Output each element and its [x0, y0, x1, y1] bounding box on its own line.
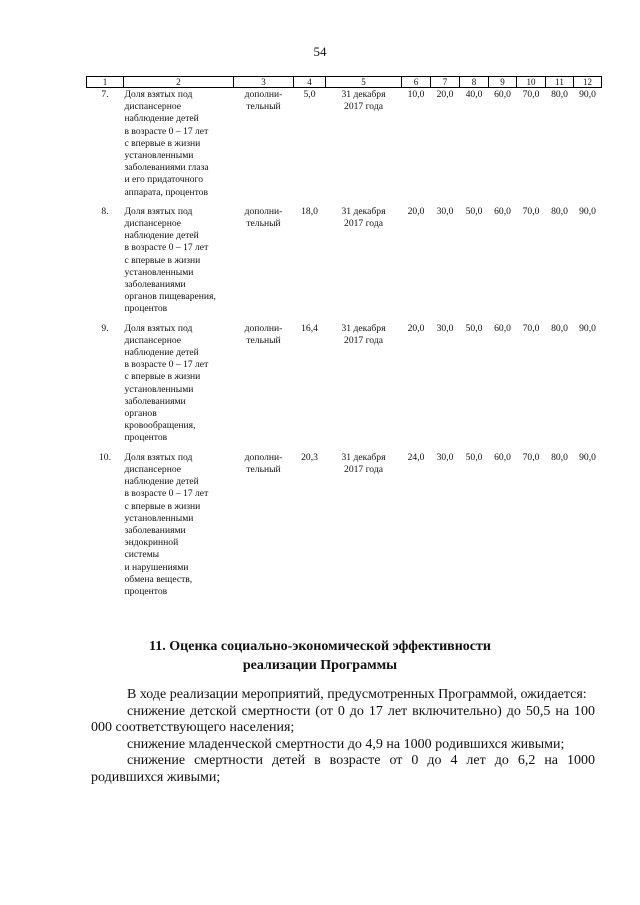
column-header: 4	[294, 77, 326, 88]
base-date-cell-line: 31 декабря	[341, 322, 386, 334]
base-value-cell-line: 5,0	[303, 89, 316, 100]
indicators-table	[86, 76, 602, 598]
indicator-name-cell-line: Доля взятых под	[124, 89, 193, 100]
indicator-name-cell-line: диспансерное	[124, 334, 182, 346]
indicator-type-cell-line: дополни-	[244, 205, 283, 217]
base-date-cell-line: 2017 года	[344, 463, 383, 475]
indicator-name-cell	[124, 322, 234, 451]
indicator-type-cell-line: дополни-	[244, 89, 283, 100]
year-value-cell-line: 80,0	[551, 205, 568, 217]
year-value-cell-line: 60,0	[494, 322, 511, 334]
year-value-cell-line: 50,0	[465, 451, 483, 463]
base-date-cell	[326, 451, 402, 598]
year-value-cell-line: 70,0	[522, 205, 540, 217]
year-value-cell-line: 90,0	[579, 322, 596, 334]
year-value-cell	[574, 205, 602, 322]
year-value-cell-line: 90,0	[579, 205, 596, 217]
indicator-name-cell-line: диспансерное	[124, 218, 182, 230]
year-value-cell-line: 50,0	[465, 322, 483, 334]
year-value-cell-line: 60,0	[494, 205, 511, 217]
base-date-cell	[326, 322, 402, 451]
indicator-name-cell-line: наблюдение детей	[124, 230, 199, 242]
indicator-name-cell-line: обмена веществ,	[124, 573, 193, 585]
year-value-cell-line: 80,0	[551, 451, 568, 463]
year-value-cell-line: 24,0	[407, 451, 425, 463]
indicator-name-cell-line: с впервые в жизни	[124, 254, 201, 266]
year-value-cell	[460, 322, 489, 451]
base-value-cell-line: 16,4	[301, 322, 318, 334]
indicator-name-cell-line: наблюдение детей	[124, 113, 199, 125]
indicator-name-cell-line: системы	[124, 549, 160, 561]
year-value-cell-line: 20,0	[436, 89, 454, 100]
base-date-cell-line: 31 декабря	[341, 89, 386, 100]
indicator-name-cell-line: наблюдение детей	[124, 476, 199, 488]
year-value-cell	[431, 88, 460, 205]
column-header: 2	[124, 77, 234, 88]
indicator-name-cell-line: с впервые в жизни	[124, 500, 201, 512]
table-row	[87, 88, 602, 205]
year-value-cell-line: 10,0	[407, 89, 425, 100]
indicator-name-cell-line: аппарата, процентов	[124, 186, 208, 198]
indicator-name-cell-line: установленными	[124, 383, 194, 395]
year-value-cell	[489, 322, 517, 451]
indicator-name-cell-line: диспансерное	[124, 463, 182, 475]
row-number-cell	[87, 322, 124, 451]
year-value-cell	[431, 322, 460, 451]
column-header: 11	[546, 77, 574, 88]
year-value-cell	[517, 451, 546, 598]
year-value-cell-line: 90,0	[579, 451, 596, 463]
paragraph: снижение младенческой смертности до 4,9 на 1000 родившихся живыми;	[127, 736, 565, 752]
year-value-cell	[574, 451, 602, 598]
indicator-name-cell-line: Доля взятых под	[124, 322, 193, 334]
indicator-name-cell-line: Доля взятых под	[124, 451, 193, 463]
row-number-cell	[87, 451, 124, 598]
year-value-cell-line: 40,0	[465, 89, 483, 100]
indicator-name-cell-line: и нарушениями	[124, 561, 189, 573]
year-value-cell	[546, 322, 574, 451]
indicator-type-cell-line: тельный	[246, 463, 281, 475]
year-value-cell	[574, 88, 602, 205]
indicator-name-cell	[124, 88, 234, 205]
table-header-row	[87, 77, 602, 88]
column-header: 5	[326, 77, 402, 88]
indicator-name-cell-line: наблюдение детей	[124, 347, 199, 359]
indicator-name-cell-line: в возрасте 0 – 17 лет	[124, 125, 209, 137]
column-header: 8	[460, 77, 489, 88]
year-value-cell	[489, 88, 517, 205]
indicator-name-cell-line: и его придаточного	[124, 174, 204, 186]
row-number-cell-line: 10.	[99, 451, 111, 463]
paragraph: снижение смертности детей в возрасте от 0 до 4 лет до 6,2 на 1000 родившихся живыми;	[91, 753, 595, 785]
year-value-cell-line: 70,0	[522, 89, 540, 100]
year-value-cell-line: 90,0	[579, 89, 596, 100]
indicator-name-cell-line: Доля взятых под	[124, 205, 193, 217]
year-value-cell-line: 20,0	[407, 205, 425, 217]
indicator-name-cell-line: заболеваниями	[124, 279, 186, 291]
indicator-name-cell-line: диспансерное	[124, 101, 182, 113]
indicator-name-cell-line: заболеваниями	[124, 395, 186, 407]
year-value-cell	[402, 205, 431, 322]
row-number-cell-line: 7.	[101, 89, 109, 100]
base-value-cell	[294, 322, 326, 451]
paragraph: В ходе реализации мероприятий, предусмотренных Программой, ожидается:	[127, 687, 587, 702]
body-text	[91, 687, 595, 787]
column-header: 6	[402, 77, 431, 88]
section-title-line: реализации Программы	[242, 658, 398, 673]
indicator-type-cell-line: тельный	[246, 218, 281, 230]
year-value-cell-line: 30,0	[436, 451, 454, 463]
base-date-cell-line: 2017 года	[344, 101, 383, 113]
base-date-cell-line: 2017 года	[344, 218, 383, 230]
table-row	[87, 205, 602, 322]
column-header: 7	[431, 77, 460, 88]
table-row	[87, 322, 602, 451]
year-value-cell	[517, 205, 546, 322]
year-value-cell	[546, 205, 574, 322]
indicator-type-cell	[234, 205, 294, 322]
indicator-name-cell	[124, 451, 234, 598]
year-value-cell	[574, 322, 602, 451]
year-value-cell-line: 80,0	[551, 322, 568, 334]
base-date-cell-line: 31 декабря	[341, 205, 386, 217]
indicator-name-cell-line: с впервые в жизни	[124, 137, 201, 149]
column-header: 3	[234, 77, 294, 88]
year-value-cell	[546, 88, 574, 205]
row-number-cell	[87, 88, 124, 205]
year-value-cell-line: 30,0	[436, 205, 454, 217]
row-number-cell-line: 9.	[101, 322, 109, 334]
row-number-cell	[87, 205, 124, 322]
base-value-cell	[294, 205, 326, 322]
base-date-cell	[326, 205, 402, 322]
indicator-name-cell-line: заболеваниями	[124, 524, 186, 536]
column-header: 9	[489, 77, 517, 88]
indicator-type-cell-line: дополни-	[244, 322, 283, 334]
year-value-cell	[517, 322, 546, 451]
indicator-type-cell-line: тельный	[246, 334, 281, 346]
year-value-cell-line: 30,0	[436, 322, 454, 334]
indicator-name-cell-line: установленными	[124, 266, 194, 278]
year-value-cell	[489, 205, 517, 322]
paragraph: снижение детской смертности (от 0 до 17 лет включительно) до 50,5 на 100 000 соответствующего населения;	[91, 703, 595, 736]
base-date-cell-line: 31 декабря	[341, 451, 386, 463]
year-value-cell-line: 20,0	[407, 322, 425, 334]
indicator-name-cell-line: органов	[124, 408, 157, 420]
indicator-name-cell-line: установленными	[124, 512, 194, 524]
year-value-cell	[546, 451, 574, 598]
year-value-cell	[489, 451, 517, 598]
year-value-cell-line: 70,0	[522, 451, 540, 463]
indicator-name-cell-line: в возрасте 0 – 17 лет	[124, 242, 209, 254]
indicator-type-cell	[234, 88, 294, 205]
indicator-name-cell-line: в возрасте 0 – 17 лет	[124, 488, 209, 500]
base-value-cell-line: 18,0	[301, 205, 318, 217]
year-value-cell-line: 80,0	[551, 89, 568, 100]
indicator-name-cell-line: процентов	[124, 303, 168, 315]
year-value-cell-line: 60,0	[494, 89, 511, 100]
year-value-cell	[402, 322, 431, 451]
indicator-type-cell	[234, 451, 294, 598]
column-header: 1	[87, 77, 124, 88]
base-date-cell	[326, 88, 402, 205]
year-value-cell	[460, 88, 489, 205]
year-value-cell-line: 60,0	[494, 451, 511, 463]
base-date-cell-line: 2017 года	[344, 334, 383, 346]
indicator-name-cell-line: процентов	[124, 585, 168, 597]
indicator-name-cell-line: с впервые в жизни	[124, 371, 201, 383]
indicator-name-cell-line: в возрасте 0 – 17 лет	[124, 359, 209, 371]
indicator-type-cell	[234, 322, 294, 451]
indicator-name-cell-line: заболеваниями глаза	[124, 162, 209, 174]
indicator-name-cell-line: установленными	[124, 150, 194, 162]
year-value-cell-line: 50,0	[465, 205, 483, 217]
indicator-type-cell-line: тельный	[246, 101, 281, 113]
table-row	[87, 451, 602, 598]
year-value-cell	[460, 205, 489, 322]
section-title-line: 11. Оценка социально-экономической эффективности	[149, 639, 491, 654]
page-number: 54	[313, 44, 327, 59]
indicator-name-cell	[124, 205, 234, 322]
year-value-cell	[460, 451, 489, 598]
column-header: 12	[574, 77, 602, 88]
indicator-name-cell-line: процентов	[124, 432, 168, 444]
year-value-cell	[517, 88, 546, 205]
section-title	[0, 637, 640, 675]
indicator-name-cell-line: кровообращения,	[124, 420, 196, 432]
year-value-cell	[431, 451, 460, 598]
year-value-cell-line: 70,0	[522, 322, 540, 334]
indicator-type-cell-line: дополни-	[244, 451, 283, 463]
base-value-cell	[294, 451, 326, 598]
year-value-cell	[431, 205, 460, 322]
row-number-cell-line: 8.	[101, 205, 109, 217]
base-value-cell	[294, 88, 326, 205]
year-value-cell	[402, 88, 431, 205]
column-header: 10	[517, 77, 546, 88]
indicator-name-cell-line: эндокринной	[124, 537, 179, 549]
indicator-name-cell-line: органов пищеварения,	[124, 291, 216, 303]
base-value-cell-line: 20,3	[301, 451, 318, 463]
year-value-cell	[402, 451, 431, 598]
